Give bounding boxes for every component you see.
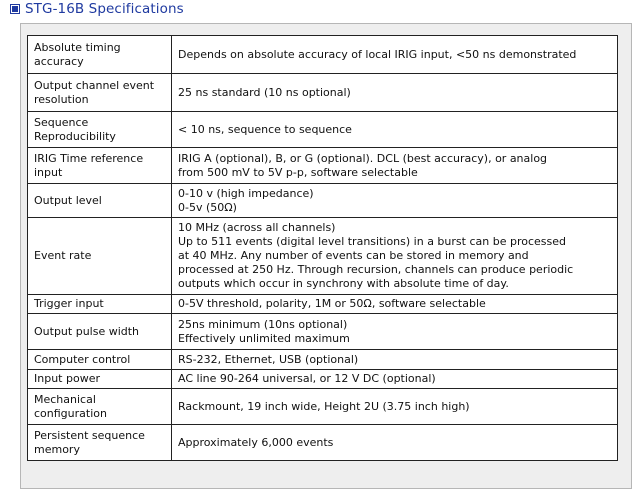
specifications-table <box>27 35 618 461</box>
spec-value <box>172 389 618 425</box>
spec-label: Output level <box>28 184 172 218</box>
spec-label: Computer control <box>28 350 172 370</box>
spec-value-line: RS-232, Ethernet, USB (optional) <box>178 352 359 366</box>
spec-label: Event rate <box>28 218 172 295</box>
spec-label: Output pulse width <box>28 314 172 350</box>
spec-value-line: from 500 mV to 5V p-p, software selectable <box>178 165 418 179</box>
spec-row-absolute-timing-accuracy <box>28 36 618 74</box>
spec-value <box>172 148 618 184</box>
spec-value-line: Approximately 6,000 events <box>178 435 334 449</box>
spec-label: Trigger input <box>28 295 172 314</box>
spec-row-output-pulse-width <box>28 314 618 350</box>
spec-label: Mechanical configuration <box>28 389 172 425</box>
spec-row-sequence-reproducibility <box>28 112 618 148</box>
spec-value-line: outputs which occur in synchrony with absolute time of day. <box>178 277 509 290</box>
spec-row-trigger-input <box>28 295 618 314</box>
spec-row-persistent-sequence-memory <box>28 425 618 461</box>
spec-label: Absolute timing accuracy <box>28 36 172 74</box>
spec-value <box>172 112 618 148</box>
square-bullet-icon <box>10 4 20 14</box>
spec-row-mechanical-configuration <box>28 389 618 425</box>
spec-value <box>172 74 618 112</box>
spec-value-line: AC line 90-264 universal, or 12 V DC (optional) <box>178 372 436 385</box>
spec-value-line: Up to 511 events (digital level transitions) in a burst can be processed <box>178 235 566 248</box>
spec-label: Persistent sequence memory <box>28 425 172 461</box>
spec-value-line: Rackmount, 19 inch wide, Height 2U (3.75 inch high) <box>178 399 470 413</box>
section-heading <box>10 0 184 18</box>
spec-value <box>172 425 618 461</box>
spec-value-line: 25 ns standard (10 ns optional) <box>178 85 351 99</box>
spec-value-line: processed at 250 Hz. Through recursion, channels can produce periodic <box>178 263 574 276</box>
spec-value <box>172 295 618 314</box>
spec-value-line: 0-5v (50Ω) <box>178 200 237 214</box>
spec-label: Sequence Reproducibility <box>28 112 172 148</box>
spec-value <box>172 350 618 370</box>
spec-value <box>172 314 618 350</box>
spec-row-event-rate <box>28 218 618 295</box>
spec-label: Input power <box>28 370 172 389</box>
spec-value-line: 0-10 v (high impedance) <box>178 186 314 200</box>
spec-value-line: 10 MHz (across all channels) <box>178 221 336 234</box>
spec-row-output-channel-event-resolution <box>28 74 618 112</box>
spec-value-line: Effectively unlimited maximum <box>178 331 350 345</box>
spec-row-output-level <box>28 184 618 218</box>
spec-value-line: IRIG A (optional), B, or G (optional). DCL (best accuracy), or analog <box>178 151 548 165</box>
spec-value-line: Depends on absolute accuracy of local IRIG input, <50 ns demonstrated <box>178 47 577 61</box>
spec-row-irig-time-reference-input <box>28 148 618 184</box>
spec-value-line: 0-5V threshold, polarity, 1M or 50Ω, software selectable <box>178 297 486 310</box>
spec-row-computer-control <box>28 350 618 370</box>
spec-value <box>172 218 618 295</box>
specifications-panel <box>20 23 632 489</box>
spec-value <box>172 36 618 74</box>
spec-value <box>172 370 618 389</box>
spec-value-line: 25ns minimum (10ns optional) <box>178 317 348 331</box>
spec-label: Output channel event resolution <box>28 74 172 112</box>
spec-value-line: < 10 ns, sequence to sequence <box>178 122 352 136</box>
spec-value <box>172 184 618 218</box>
spec-label: IRIG Time reference input <box>28 148 172 184</box>
spec-row-input-power <box>28 370 618 389</box>
page-title: STG-16B Specifications <box>25 1 184 17</box>
spec-value-line: at 40 MHz. Any number of events can be stored in memory and <box>178 249 529 262</box>
